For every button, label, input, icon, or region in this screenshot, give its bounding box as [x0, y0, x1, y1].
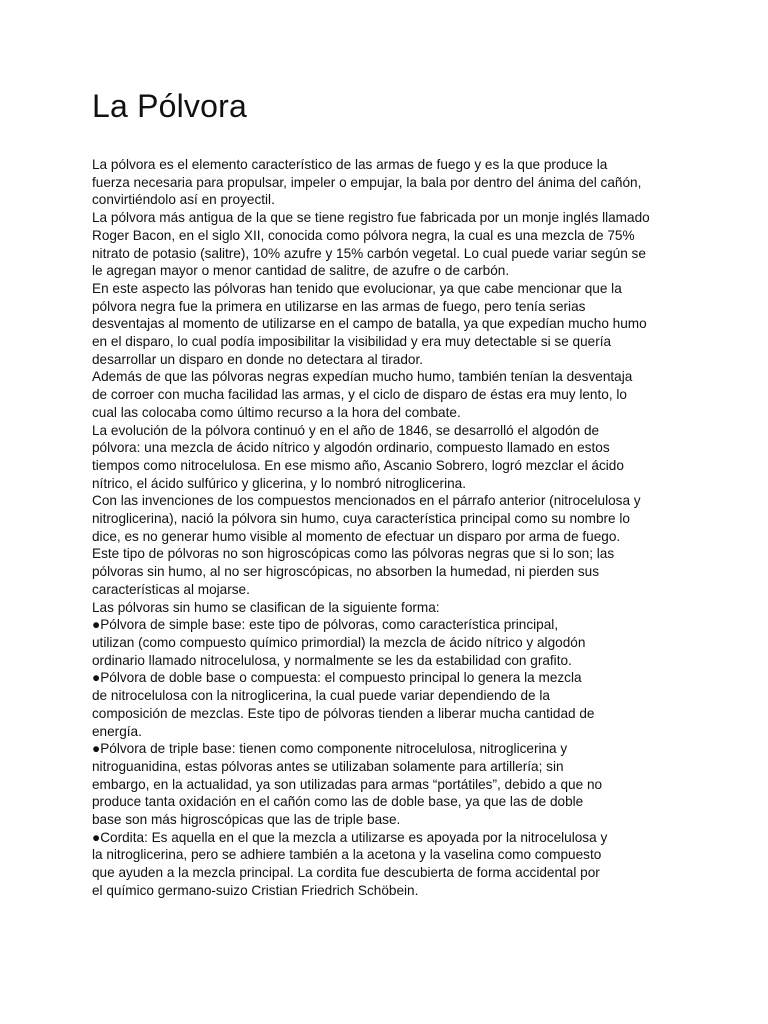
body-line: el químico germano-suizo Cristian Friedrich Schöbein.	[92, 882, 419, 898]
body-line: La pólvora más antigua de la que se tiene registro fue fabricada por un monje inglés llamado	[92, 210, 650, 226]
body-line: desventajas al momento de utilizarse en el campo de batalla, ya que expedían mucho humo	[92, 316, 647, 332]
body-line: nítrico, el ácido sulfúrico y glicerina, y lo nombró nitroglicerina.	[92, 475, 466, 491]
body-line: composición de mezclas. Este tipo de pólvoras tienden a liberar mucha cantidad de	[92, 705, 595, 721]
body-line: ●Pólvora de triple base: tienen como componente nitrocelulosa, nitroglicerina y	[92, 741, 568, 757]
body-line: Con las invenciones de los compuestos mencionados en el párrafo anterior (nitrocelulosa y	[92, 493, 641, 509]
body-line: Roger Bacon, en el siglo XII, conocida como pólvora negra, la cual es una mezcla de 75%	[92, 227, 635, 243]
body-line: en el disparo, lo cual podía imposibilitar la visibilidad y era muy detectable si se quería	[92, 334, 612, 350]
body-line: ●Pólvora de doble base o compuesta: el compuesto principal lo genera la mezcla	[92, 670, 582, 686]
body-line: En este aspecto las pólvoras han tenido que evolucionar, ya que cabe mencionar que la	[92, 280, 622, 296]
body-line: Las pólvoras sin humo se clasifican de la siguiente forma:	[92, 599, 440, 615]
body-line: la nitroglicerina, pero se adhiere también a la acetona y la vaselina como compuesto	[92, 847, 602, 863]
body-line: La pólvora es el elemento característico de las armas de fuego y es la que produce la	[92, 157, 608, 172]
body-line: nitrato de potasio (salitre), 10% azufre y 15% carbón vegetal. Lo cual puede variar según se	[92, 245, 646, 261]
body-line: convirtiéndolo así en proyectil.	[92, 192, 275, 208]
document-title: La Pólvora	[92, 88, 247, 124]
body-line: pólvora negra fue la primera en utilizarse en las armas de fuego, pero tenía serias	[92, 298, 586, 314]
body-line: La evolución de la pólvora continuó y en el año de 1846, se desarrolló el algodón de	[92, 422, 600, 438]
body-line: pólvora: una mezcla de ácido nítrico y algodón ordinario, compuesto llamado en estos	[92, 440, 610, 456]
document-page	[92, 86, 682, 900]
body-line: ●Cordita: Es aquella en el que la mezcla a utilizarse es apoyada por la nitrocelulosa y	[92, 829, 608, 845]
body-line: le agregan mayor o menor cantidad de salitre, de azufre o de carbón.	[92, 263, 510, 279]
body-line: energía.	[92, 723, 142, 739]
body-line: desarrollar un disparo en donde no detectara al tirador.	[92, 351, 423, 367]
body-line: que ayuden a la mezcla principal. La cordita fue descubierta de forma accidental por	[92, 865, 600, 881]
body-line: ●Pólvora de simple base: este tipo de pólvoras, como característica principal,	[92, 617, 559, 633]
body-line: de corroer con mucha facilidad las armas, y el ciclo de disparo de éstas era muy lento, lo	[92, 387, 627, 403]
body-line: nitroguanidina, estas pólvoras antes se utilizaban solamente para artillería; sin	[92, 758, 564, 774]
body-line: utilizan (como compuesto químico primordial) la mezcla de ácido nítrico y algodón	[92, 634, 586, 650]
document-body	[92, 156, 682, 900]
body-line: Este tipo de pólvoras no son higroscópicas como las pólvoras negras que si lo son; las	[92, 546, 615, 562]
body-line: de nitrocelulosa con la nitroglicerina, la cual puede variar dependiendo de la	[92, 688, 550, 704]
body-line: ordinario llamado nitrocelulosa, y normalmente se les da estabilidad con grafito.	[92, 652, 572, 668]
body-line: dice, es no generar humo visible al momento de efectuar un disparo por arma de fuego.	[92, 528, 621, 544]
body-line: base son más higroscópicas que las de triple base.	[92, 812, 401, 828]
body-line: embargo, en la actualidad, ya son utilizadas para armas “portátiles”, debido a que no	[92, 776, 603, 792]
body-line: fuerza necesaria para propulsar, impeler o empujar, la bala por dentro del ánima del cañón,	[92, 174, 642, 190]
body-line: nitroglicerina), nació la pólvora sin humo, cuya característica principal como su nombre lo	[92, 511, 630, 527]
body-line: Además de que las pólvoras negras expedían mucho humo, también tenían la desventaja	[92, 369, 633, 385]
body-line: características al mojarse.	[92, 581, 250, 597]
body-line: pólvoras sin humo, al no ser higroscópicas, no absorben la humedad, ni pierden sus	[92, 564, 600, 580]
body-line: tiempos como nitrocelulosa. En ese mismo año, Ascanio Sobrero, logró mezclar el ácido	[92, 457, 624, 473]
body-line: cual las colocaba como último recurso a la hora del combate.	[92, 404, 461, 420]
body-line: produce tanta oxidación en el cañón como las de doble base, ya que las de doble	[92, 794, 584, 810]
